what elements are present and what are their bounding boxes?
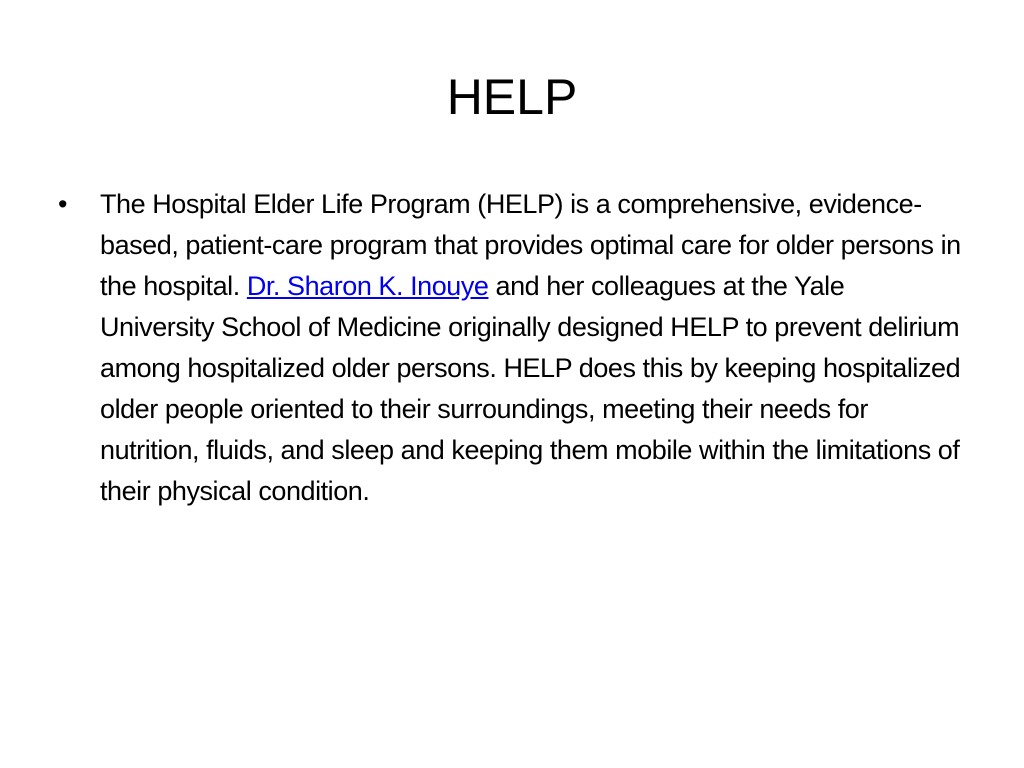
slide-title: HELP	[446, 69, 578, 125]
bullet-text-after-link: and her colleagues at the Yale University School of Medicine originally designed HELP to prevent delirium among hospitalized older persons. HELP does this by keeping hospitalized older people oriented to their surroundings, meeting their needs for nutrition, fluids, and sleep and keeping them mobile within the limitations of their physical condition.	[100, 271, 961, 506]
bullet-item	[58, 184, 963, 512]
bullet-list	[58, 184, 963, 512]
inouye-link[interactable]: Dr. Sharon K. Inouye	[246, 271, 489, 301]
bullet-text-before-link: The Hospital Elder Life Program (HELP) is a comprehensive, evidence-based, patient-care program that provides optimal care for older persons in the hospital.	[100, 189, 961, 301]
bullet-icon: •	[58, 189, 68, 219]
